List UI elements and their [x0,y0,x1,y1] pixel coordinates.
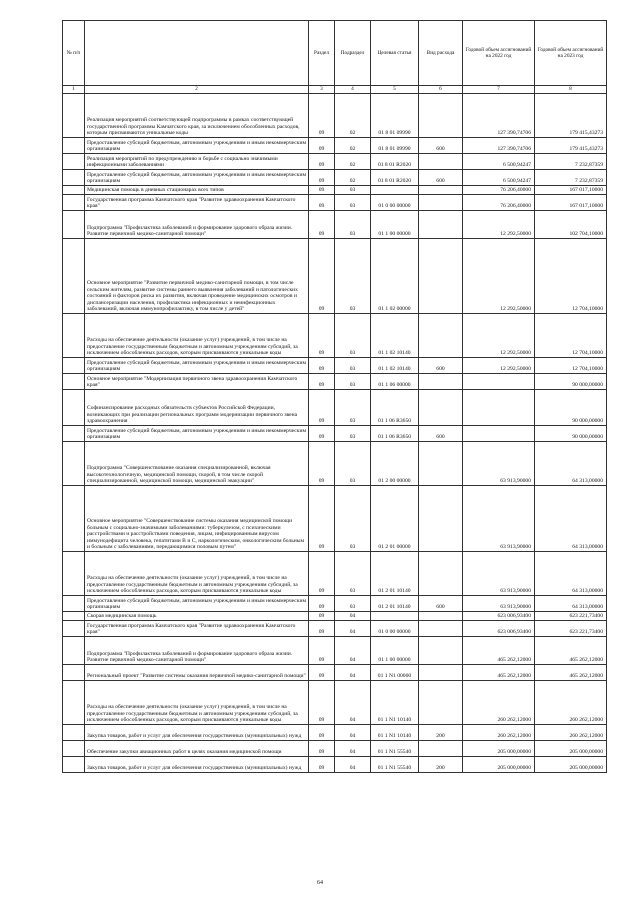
row-expense-type: 600 [419,138,463,154]
row-target-article: 01 8 01 09990 [371,94,419,138]
row-target-article: 01 8 01 R2020 [371,170,419,186]
row-amount-2022 [463,390,535,426]
row-amount-2022: 205 000,00000 [463,757,535,773]
row-expense-type [419,186,463,195]
page-number: 64 [317,880,323,886]
row-expense-type [419,665,463,681]
row-description: Закупка товаров, работ и услуг для обеспечения государственных (муниципальных) нужд [85,757,309,773]
col-number: 3 [309,86,335,94]
row-razdel: 09 [309,621,335,637]
header-description [85,21,309,86]
row-podrazdel: 03 [335,390,371,426]
row-description: Закупка товаров, работ и услуг для обеспечения государственных (муниципальных) нужд [85,725,309,741]
row-razdel: 09 [309,725,335,741]
row-podrazdel: 04 [335,681,371,725]
row-number-cell [63,741,85,757]
row-target-article: 01 2 01 00000 [371,486,419,552]
table-row [63,725,607,741]
row-amount-2023: 12 704,10000 [535,239,607,314]
row-amount-2023: 12 704,10000 [535,314,607,358]
row-target-article: 01 1 00 00000 [371,211,419,239]
row-amount-2023: 623 221,73400 [535,621,607,637]
row-podrazdel: 04 [335,725,371,741]
table-body [63,94,607,773]
row-amount-2023: 623 221,73400 [535,612,607,621]
row-target-article: 01 8 01 R2020 [371,154,419,170]
header-expense-type: Вид расхода [419,21,463,86]
row-podrazdel: 02 [335,94,371,138]
row-description: Обеспечение закупки авиационных работ в целях оказания медицинской помощи [85,741,309,757]
row-number-cell [63,186,85,195]
row-number-cell [63,596,85,612]
row-razdel: 09 [309,138,335,154]
row-target-article: 01 2 01 10140 [371,596,419,612]
row-description: Расходы на обеспечение деятельности (оказание услуг) учреждений, в том числе на предоставление государственным бюджетным и автономным учреждениям субсидий, за исключением обособленных расходов, которым присваиваются уникальные коды [85,681,309,725]
row-target-article: 01 1 06 R3650 [371,390,419,426]
table-row [63,621,607,637]
row-amount-2023: 7 232,87359 [535,170,607,186]
table-row [63,239,607,314]
row-razdel: 09 [309,681,335,725]
row-number-cell [63,358,85,374]
row-number-cell [63,725,85,741]
row-amount-2023: 205 000,00000 [535,757,607,773]
row-amount-2022: 260 262,12000 [463,725,535,741]
row-razdel: 09 [309,426,335,442]
row-podrazdel: 04 [335,612,371,621]
row-podrazdel: 03 [335,186,371,195]
row-number-cell [63,154,85,170]
row-target-article: 01 2 00 00000 [371,442,419,486]
row-razdel: 09 [309,442,335,486]
row-expense-type [419,390,463,426]
row-expense-type [419,741,463,757]
row-amount-2022 [463,426,535,442]
row-podrazdel: 04 [335,741,371,757]
row-expense-type [419,486,463,552]
row-description: Предоставление субсидий бюджетным, автономным учреждениям и иным некоммерческим организациям [85,358,309,374]
col-number: 2 [85,86,309,94]
row-razdel: 09 [309,486,335,552]
row-amount-2023: 260 262,12000 [535,681,607,725]
row-target-article: 01 1 02 10140 [371,358,419,374]
table-row [63,358,607,374]
row-razdel: 09 [309,314,335,358]
row-number-cell [63,442,85,486]
row-target-article: 01 1 00 00000 [371,637,419,665]
row-description: Расходы на обеспечение деятельности (оказание услуг) учреждений, в том числе на предоставление государственным бюджетным и автономным учреждениям субсидий, за исключением обособленных расходов, которым присваиваются уникальные коды [85,314,309,358]
row-description: Медицинская помощь в дневных стационарах всех типов [85,186,309,195]
row-amount-2023: 260 262,12000 [535,725,607,741]
table-row [63,138,607,154]
row-number-cell [63,138,85,154]
row-description: Расходы на обеспечение деятельности (оказание услуг) учреждений, в том числе на предоставление государственным бюджетным и автономным учреждениям субсидий, за исключением обособленных расходов, которым присваиваются уникальные коды [85,552,309,596]
row-target-article: 01 0 00 00000 [371,621,419,637]
row-amount-2022: 63 913,90000 [463,486,535,552]
header-number: № п/п [63,21,85,86]
row-description: Софинансирование расходных обязательств субъектов Российской Федерации, возникающих при реализации региональных программ модернизации первичного звена здравоохранения [85,390,309,426]
row-target-article [371,612,419,621]
row-podrazdel: 03 [335,486,371,552]
row-target-article: 01 1 N1 10140 [371,725,419,741]
row-amount-2023: 64 313,00000 [535,552,607,596]
row-expense-type: 600 [419,426,463,442]
row-number-cell [63,552,85,596]
row-expense-type [419,681,463,725]
row-razdel: 09 [309,358,335,374]
row-amount-2022: 76 206,40000 [463,195,535,211]
row-amount-2022: 63 913,90000 [463,596,535,612]
row-amount-2022: 12 292,50000 [463,239,535,314]
row-razdel: 09 [309,665,335,681]
row-amount-2023: 167 017,10000 [535,195,607,211]
row-amount-2023: 90 000,00000 [535,426,607,442]
row-number-cell [63,239,85,314]
row-razdel: 09 [309,637,335,665]
row-description: Подпрограмма "Профилактика заболеваний и формирование здорового образа жизни. Развитие первичной медико-санитарной помощи" [85,211,309,239]
row-target-article: 01 1 N1 00000 [371,665,419,681]
table-row [63,154,607,170]
row-expense-type: 600 [419,596,463,612]
row-amount-2022: 12 292,50000 [463,211,535,239]
header-target-article: Целевая статья [371,21,419,86]
row-amount-2022: 76 206,40000 [463,186,535,195]
header-podrazdel: Подраздел [335,21,371,86]
row-razdel: 09 [309,239,335,314]
row-amount-2022: 63 913,90000 [463,442,535,486]
row-podrazdel: 03 [335,426,371,442]
row-description: Предоставление субсидий бюджетным, автономным учреждениям и иным некоммерческим организациям [85,170,309,186]
row-podrazdel: 03 [335,314,371,358]
row-podrazdel: 04 [335,637,371,665]
row-description: Государственная программа Камчатского края "Развитие здравоохранения Камчатского края" [85,621,309,637]
row-amount-2023: 465 262,12000 [535,665,607,681]
row-podrazdel: 04 [335,665,371,681]
row-number-cell [63,390,85,426]
table-row [63,390,607,426]
row-number-cell [63,665,85,681]
row-razdel: 09 [309,757,335,773]
row-expense-type: 200 [419,725,463,741]
row-razdel: 09 [309,94,335,138]
row-podrazdel: 03 [335,552,371,596]
row-amount-2023: 90 000,00000 [535,390,607,426]
row-description: Региональный проект "Развитие системы оказания первичной медико-санитарной помощи" [85,665,309,681]
budget-table-sheet [62,20,606,773]
row-amount-2022: 12 292,50000 [463,358,535,374]
row-amount-2023: 179 415,43273 [535,138,607,154]
row-description: Государственная программа Камчатского края "Развитие здравоохранения Камчатского края" [85,195,309,211]
row-description: Предоставление субсидий бюджетным, автономным учреждениям и иным некоммерческим организациям [85,138,309,154]
header-2023: Годовой объем ассигнований на 2023 год [535,21,607,86]
row-razdel: 09 [309,552,335,596]
row-number-cell [63,757,85,773]
row-podrazdel: 03 [335,358,371,374]
row-amount-2023: 7 232,87359 [535,154,607,170]
row-expense-type [419,374,463,390]
row-target-article: 01 1 06 R3650 [371,426,419,442]
row-razdel: 09 [309,596,335,612]
row-number-cell [63,195,85,211]
row-expense-type: 600 [419,358,463,374]
row-razdel: 09 [309,374,335,390]
header-razdel: Раздел [309,21,335,86]
row-amount-2022: 623 006,93400 [463,612,535,621]
table-row [63,486,607,552]
row-amount-2023: 90 000,00000 [535,374,607,390]
budget-table [62,20,607,773]
row-amount-2023: 167 017,10000 [535,186,607,195]
row-amount-2022: 127 390,74706 [463,94,535,138]
row-podrazdel: 03 [335,442,371,486]
row-amount-2022 [463,374,535,390]
col-number: 6 [419,86,463,94]
row-target-article: 01 2 01 10140 [371,552,419,596]
row-amount-2023: 64 313,00000 [535,486,607,552]
row-razdel: 09 [309,186,335,195]
row-expense-type: 200 [419,757,463,773]
row-razdel: 09 [309,170,335,186]
row-number-cell [63,314,85,358]
row-amount-2022: 205 000,00000 [463,741,535,757]
row-amount-2022: 6 500,94247 [463,170,535,186]
row-number-cell [63,94,85,138]
row-amount-2023: 64 313,00000 [535,442,607,486]
row-target-article: 01 1 N1 55540 [371,757,419,773]
row-description: Подпрограмма "Профилактика заболеваний и формирование здорового образа жизни. Развитие первичной медико-санитарной помощи" [85,637,309,665]
row-amount-2023: 205 000,00000 [535,741,607,757]
table-row [63,170,607,186]
row-podrazdel: 02 [335,154,371,170]
row-razdel: 09 [309,154,335,170]
row-target-article: 01 1 02 10140 [371,314,419,358]
header-2022: Годовой объем ассигнований на 2022 год [463,21,535,86]
row-target-article: 01 1 N1 55540 [371,741,419,757]
row-description: Реализация мероприятий соответствующей подпрограммы в рамках соответствующей государственной программы Камчатского края, за исключением обособленных расходов, которым присваиваются уникальные коды [85,94,309,138]
row-amount-2022: 260 262,12000 [463,681,535,725]
row-podrazdel: 03 [335,239,371,314]
row-podrazdel: 03 [335,374,371,390]
table-row [63,665,607,681]
table-header-row [63,21,607,86]
row-expense-type [419,621,463,637]
row-target-article: 01 0 00 00000 [371,195,419,211]
row-description: Основное мероприятие "Модернизация первичного звена здравоохранения Камчатского края" [85,374,309,390]
row-amount-2023: 465 262,12000 [535,637,607,665]
table-row [63,186,607,195]
table-row [63,757,607,773]
row-podrazdel: 03 [335,211,371,239]
row-number-cell [63,637,85,665]
row-razdel: 09 [309,741,335,757]
table-row [63,314,607,358]
table-row [63,552,607,596]
table-row [63,681,607,725]
table-row [63,374,607,390]
row-expense-type [419,94,463,138]
row-amount-2022: 63 913,90000 [463,552,535,596]
row-description: Реализация мероприятий по предупреждению и борьбе с социально значимыми инфекционными заболеваниями [85,154,309,170]
row-podrazdel: 02 [335,170,371,186]
row-podrazdel: 02 [335,138,371,154]
row-description: Основное мероприятие "Совершенствование системы оказания медицинской помощи больным с социально-значимыми заболеваниями: туберкулезом, с психическими расстройствами и расстройствами поведения, лицам, инфицированным вирусом иммунодефицита человека, гепатитами В и С, наркологическим, онкологическим больным и больным с заболеваниями, передающимися половым путем" [85,486,309,552]
row-amount-2023: 12 704,10000 [535,358,607,374]
row-description: Подпрограмма "Совершенствование оказания специализированной, включая высокотехнологичную, медицинской помощи, скорой, в том числе скорой специализированной, медицинской помощи, медицинской эвакуации" [85,442,309,486]
column-number-row [63,86,607,94]
row-amount-2022: 12 292,50000 [463,314,535,358]
row-expense-type [419,195,463,211]
row-amount-2022: 465 262,12000 [463,665,535,681]
row-number-cell [63,621,85,637]
row-amount-2022: 6 500,94247 [463,154,535,170]
row-amount-2022: 623 006,93400 [463,621,535,637]
row-target-article: 01 1 02 00000 [371,239,419,314]
col-number: 7 [463,86,535,94]
table-row [63,94,607,138]
row-podrazdel: 04 [335,621,371,637]
col-number: 1 [63,86,85,94]
table-row [63,195,607,211]
col-number: 5 [371,86,419,94]
row-number-cell [63,612,85,621]
row-target-article: 01 1 06 00000 [371,374,419,390]
row-number-cell [63,211,85,239]
row-target-article: 01 1 N1 10140 [371,681,419,725]
row-amount-2022: 465 262,12000 [463,637,535,665]
row-amount-2023: 179 415,43273 [535,94,607,138]
table-row [63,211,607,239]
table-row [63,612,607,621]
row-expense-type: 600 [419,170,463,186]
row-expense-type [419,442,463,486]
row-podrazdel: 03 [335,596,371,612]
row-razdel: 09 [309,612,335,621]
row-expense-type [419,552,463,596]
row-razdel: 09 [309,211,335,239]
row-expense-type [419,637,463,665]
table-row [63,637,607,665]
row-amount-2022: 127 390,74706 [463,138,535,154]
row-amount-2023: 102 704,10000 [535,211,607,239]
col-number: 8 [535,86,607,94]
row-razdel: 09 [309,390,335,426]
row-podrazdel: 03 [335,195,371,211]
table-row [63,741,607,757]
row-expense-type [419,314,463,358]
row-podrazdel: 04 [335,757,371,773]
row-description: Предоставление субсидий бюджетным, автономным учреждениям и иным некоммерческим организациям [85,426,309,442]
col-number: 4 [335,86,371,94]
row-expense-type [419,211,463,239]
row-number-cell [63,170,85,186]
row-amount-2023: 64 313,00000 [535,596,607,612]
table-row [63,426,607,442]
row-description: Основное мероприятие "Развитие первичной медико-санитарной помощи, в том числе сельским жителям, развитие системы раннего выявления заболеваний и патологических состояний и факторов риска их развития, включая проведение медицинских осмотров и диспансеризации населения, профилактика инфекционных и неинфекционных заболеваний, включая иммунопрофилактику, в том числе у детей" [85,239,309,314]
table-row [63,442,607,486]
row-number-cell [63,374,85,390]
table-row [63,596,607,612]
row-number-cell [63,486,85,552]
row-description: Скорая медицинская помощь [85,612,309,621]
row-description: Предоставление субсидий бюджетным, автономным учреждениям и иным некоммерческим организациям [85,596,309,612]
row-target-article: 01 8 01 09990 [371,138,419,154]
row-number-cell [63,426,85,442]
row-expense-type [419,239,463,314]
row-expense-type [419,612,463,621]
row-expense-type [419,154,463,170]
row-razdel: 09 [309,195,335,211]
row-target-article [371,186,419,195]
row-number-cell [63,681,85,725]
